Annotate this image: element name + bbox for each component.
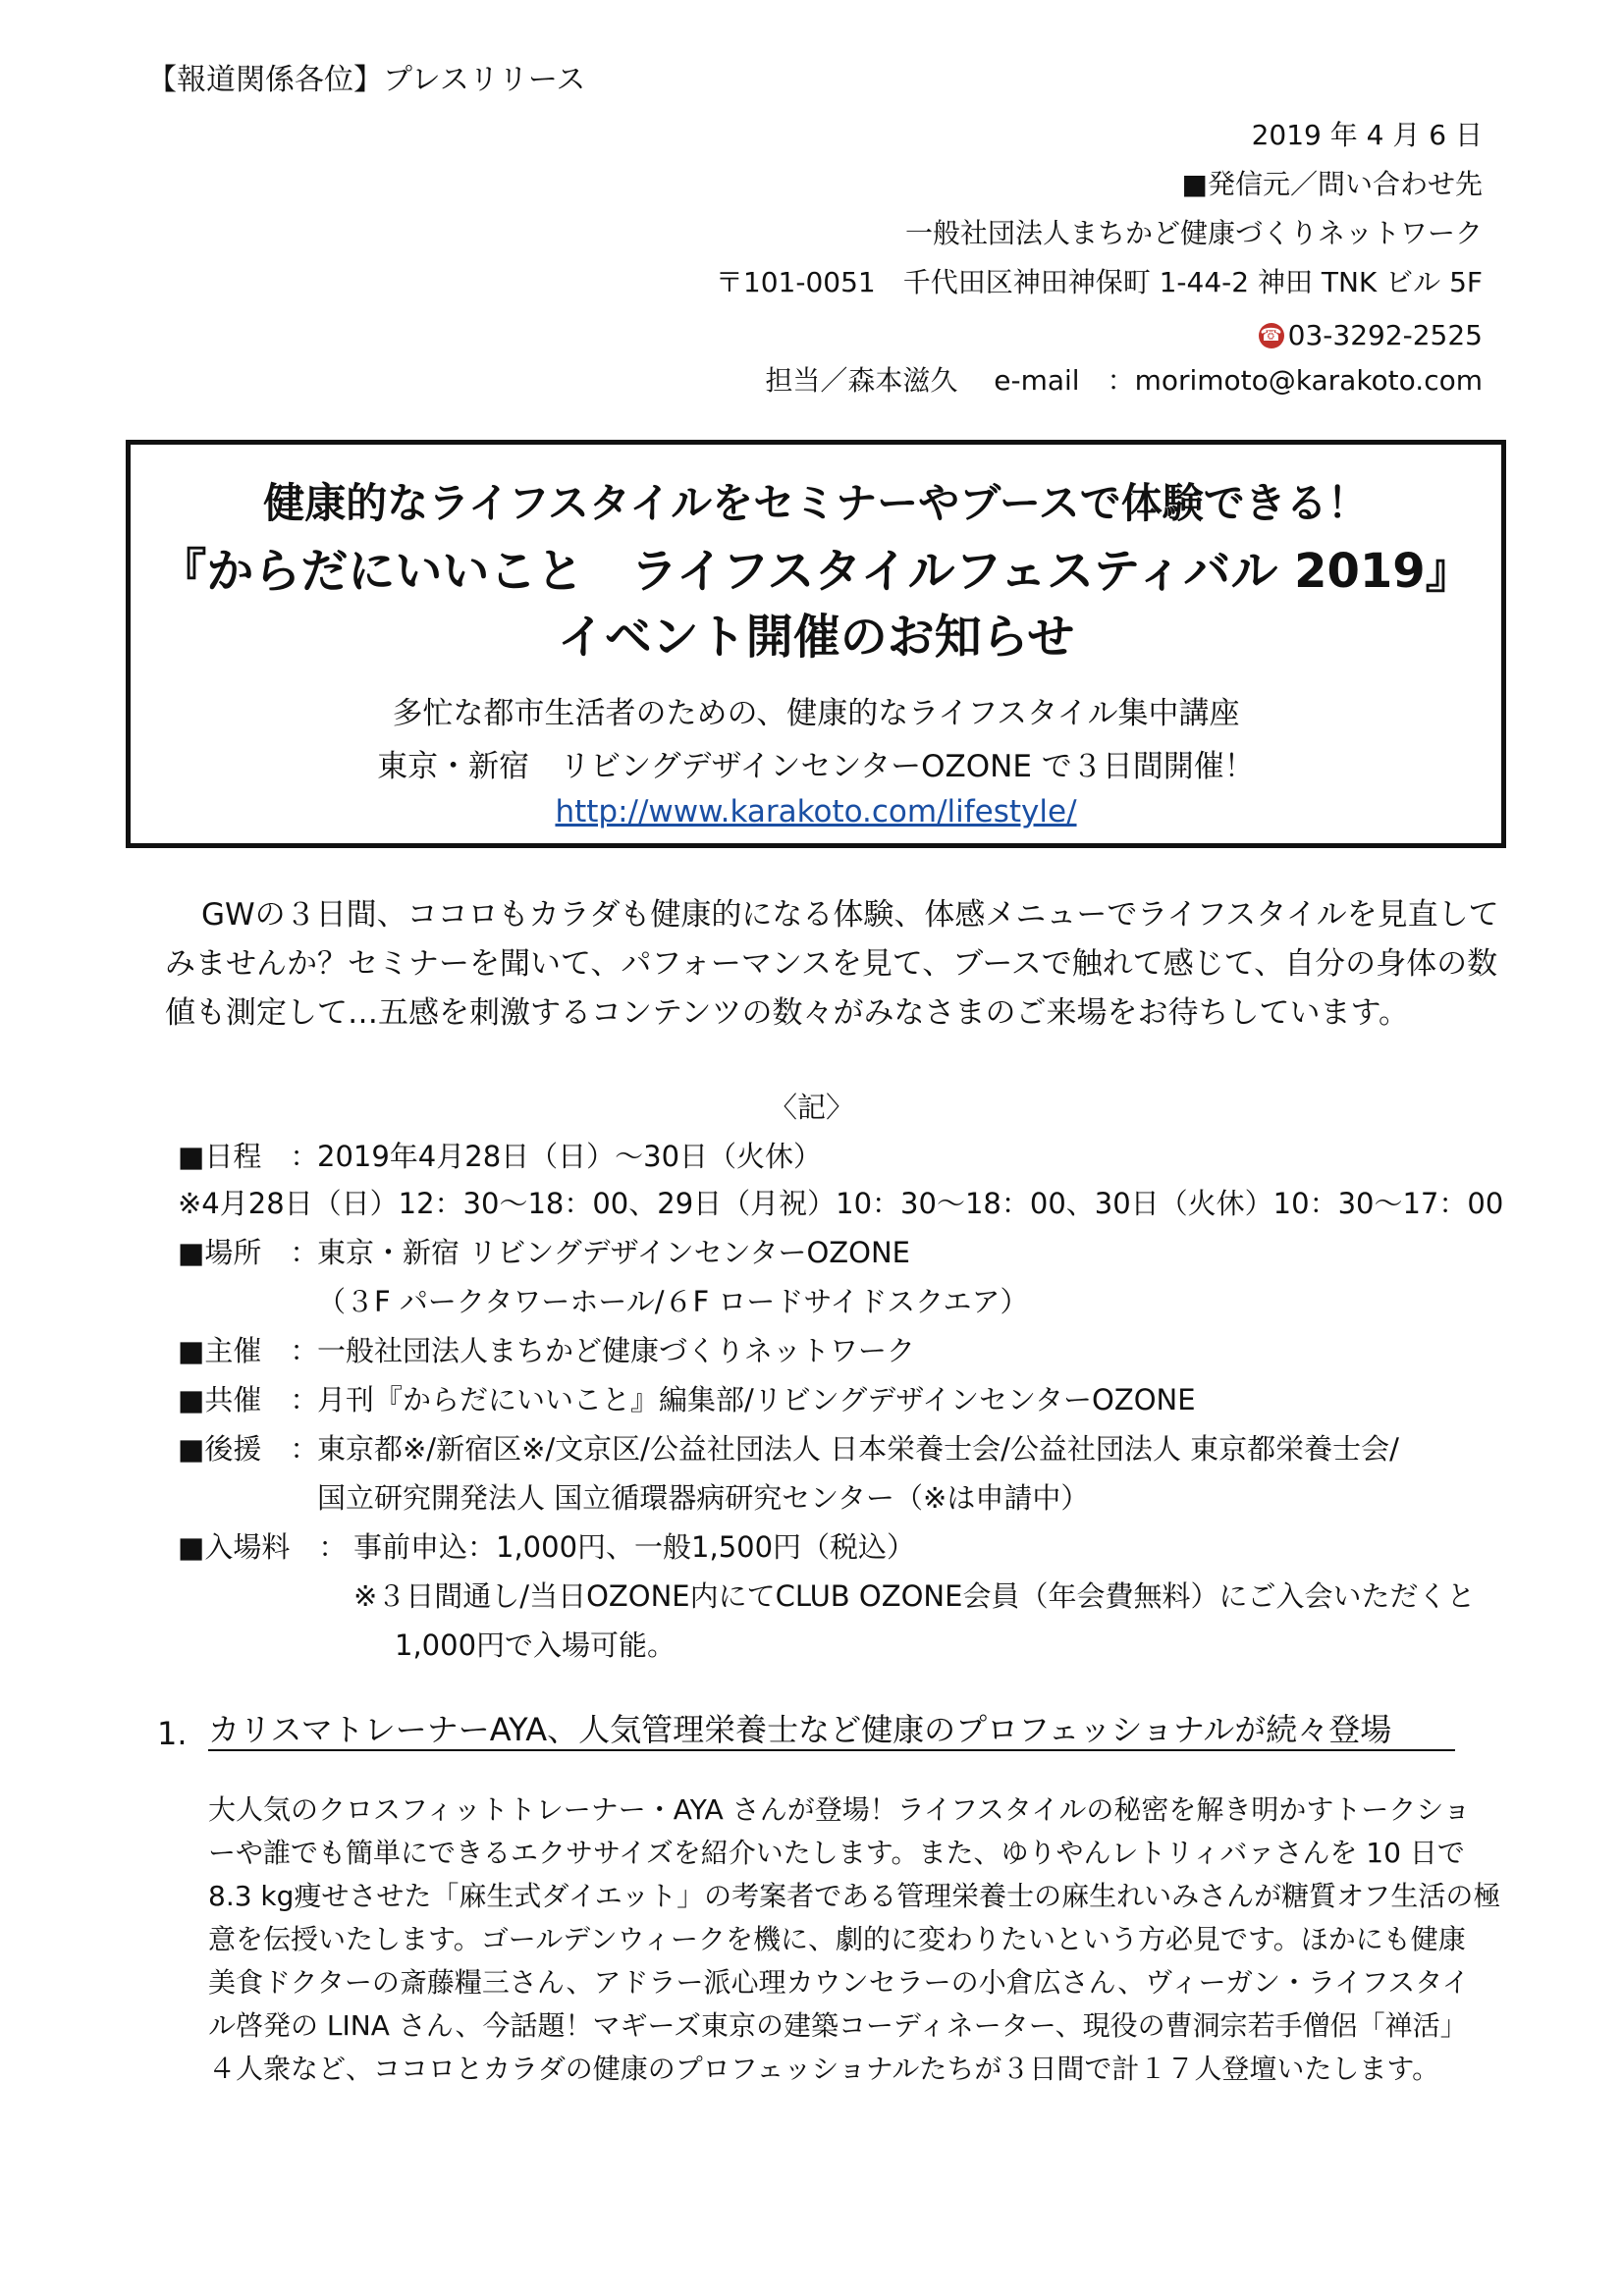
section-title: カリスマトレーナーAYA、人気管理栄養士など健康のプロフェッショナルが続々登場 xyxy=(208,1711,1392,1748)
section-body-line: ４人衆など、ココロとカラダの健康のプロフェッショナルたちが３日間で計１７人登壇いたします。 xyxy=(208,2053,1440,2085)
support-value-2: 国立研究開発法人 国立循環器病研究センター（※は申請中） xyxy=(317,1481,1090,1515)
schedule-detail: ※4月28日（日）12：30～18：00、29日（月祝）10：30～18：00、30日（火休）10：30～17：00 xyxy=(178,1187,1504,1220)
intro-line-3: 値も測定して…五感を刺激するコンテンツの数々がみなさまのご来場をお待ちしています。 xyxy=(165,995,1409,1031)
headline-line-3: イベント開催のお知らせ xyxy=(557,610,1075,665)
section-body-line: 意を伝授いたします。ゴールデンウィークを機に、劇的に変わりたいという方必見です。ほかにも健康 xyxy=(208,1923,1466,1955)
headline-line-2: 『からだにいいこと ライフスタイルフェスティバル 2019』 xyxy=(159,544,1473,599)
contact-person: 担当／森本滋久 e-mail ：morimoto@karakoto.com xyxy=(765,364,1483,397)
sender-label: ■発信元／問い合わせ先 xyxy=(1181,168,1483,200)
section-title-underline xyxy=(208,1749,1455,1751)
section-body-line: ル啓発の LINA さん、今話題！マギーズ東京の建築コーディネーター、現役の曹洞宗若手僧侶「禅活」 xyxy=(208,2009,1468,2042)
headline-subtitle-2: 東京・新宿 リビングデザインセンターOZONE で３日間開催！ xyxy=(377,749,1255,784)
phone-number: 03-3292-2525 xyxy=(1287,319,1483,351)
support-label: ■後援 ： xyxy=(178,1432,319,1466)
headline-box xyxy=(126,440,1506,848)
telephone-icon: ☎ xyxy=(1259,323,1284,348)
event-url-link[interactable]: http://www.karakoto.com/lifestyle/ xyxy=(555,794,1077,829)
fee-label: ■入場料 ： xyxy=(178,1530,348,1564)
host-value: 一般社団法人まちかど健康づくりネットワーク xyxy=(317,1334,916,1367)
section-number: 1. xyxy=(157,1715,188,1752)
schedule-value: 2019年4月28日（日）～30日（火休） xyxy=(317,1140,823,1173)
section-body-line: 美食ドクターの斎藤糧三さん、アドラー派心理カウンセラーの小倉広さん、ヴィーガン・ライフスタイ xyxy=(208,1966,1470,1999)
venue-value: 東京・新宿 リビングデザインセンターOZONE xyxy=(317,1236,910,1269)
press-release-title: 【報道関係各位】プレスリリース xyxy=(147,63,586,97)
fee-value: 事前申込：1,000円、一般1,500円（税込） xyxy=(353,1530,916,1564)
release-date: 2019 年 4 月 6 日 xyxy=(1251,119,1483,151)
notice-title: 〈記〉 xyxy=(768,1091,854,1124)
section-body-line: 大人気のクロスフィットトレーナー・AYA さんが登場！ライフスタイルの秘密を解き明かすトークショ xyxy=(208,1793,1471,1826)
venue-label: ■場所 ： xyxy=(178,1236,319,1269)
headline-subtitle-1: 多忙な都市生活者のための、健康的なライフスタイル集中講座 xyxy=(392,696,1240,731)
fee-note-2: 1,000円で入場可能。 xyxy=(395,1629,676,1662)
headline-line-1: 健康的なライフスタイルをセミナーやブースで体験できる！ xyxy=(263,479,1369,527)
host-label: ■主催 ： xyxy=(178,1334,319,1367)
fee-note-1: ※３日間通し/当日OZONE内にてCLUB OZONE会員（年会費無料）にご入会いただくと xyxy=(353,1579,1476,1613)
phone-line xyxy=(1259,312,1483,355)
venue-detail: （３F パークタワーホール/６F ロードサイドスクエア） xyxy=(317,1285,1029,1318)
schedule-label: ■日程 ： xyxy=(178,1140,319,1173)
organization-name: 一般社団法人まちかど健康づくりネットワーク xyxy=(904,217,1483,249)
intro-line-2: みませんか？セミナーを聞いて、パフォーマンスを見て、ブースで触れて感じて、自分の身体の数 xyxy=(165,946,1498,982)
address: 〒101-0051 千代田区神田神保町 1-44-2 神田 TNK ビル 5F xyxy=(715,266,1483,298)
section-body-line: 8.3 kg痩せさせた「麻生式ダイエット」の考案者である管理栄養士の麻生れいみさんが糖質オフ生活の極 xyxy=(208,1880,1501,1912)
support-value-1: 東京都※/新宿区※/文京区/公益社団法人 日本栄養士会/公益社団法人 東京都栄養士会/ xyxy=(317,1432,1399,1466)
intro-line-1: GWの３日間、ココロもカラダも健康的になる体験、体感メニューでライフスタイルを見直して xyxy=(201,897,1499,933)
cohost-label: ■共催 ： xyxy=(178,1383,319,1416)
section-body-line: ーや誰でも簡単にできるエクササイズを紹介いたします。また、ゆりやんレトリィバァさんを 10 日で xyxy=(208,1837,1465,1869)
cohost-value: 月刊『からだにいいこと』編集部/リビングデザインセンターOZONE xyxy=(317,1383,1196,1416)
